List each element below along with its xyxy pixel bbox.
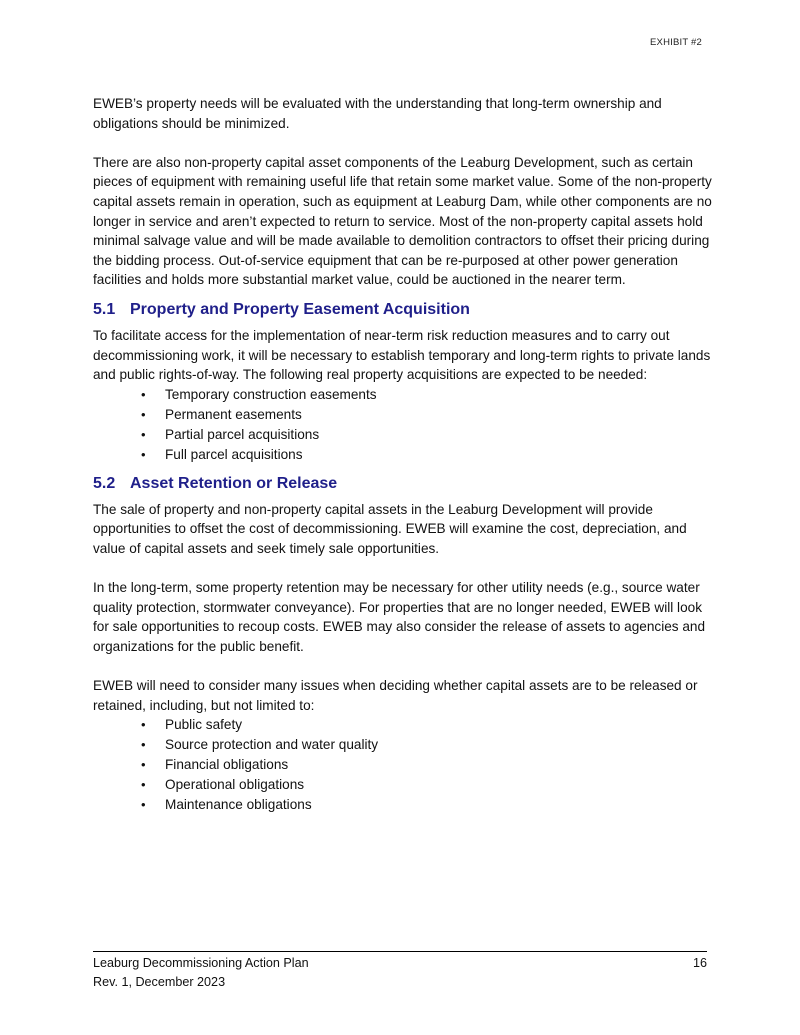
- section-title: Property and Property Easement Acquisition: [130, 300, 470, 318]
- section-5-2-paragraph-1: The sale of property and non-property capital assets in the Leaburg Development will provide opportunities to offset the cost of decommissioning. EWEB will examine the cost, depreciation, and value of capital assets and seek timely sale opportunities.: [93, 501, 687, 556]
- page-number: 16: [692, 956, 707, 970]
- section-number: 5.1: [93, 300, 116, 318]
- bullet-icon: •: [141, 717, 146, 733]
- bullet-icon: •: [141, 777, 146, 793]
- section-number: 5.2: [93, 474, 116, 492]
- page-footer: [93, 954, 707, 992]
- bullet-icon: •: [141, 737, 146, 753]
- section-heading-5-2: [93, 474, 713, 494]
- considerations-list: [93, 715, 713, 815]
- exhibit-label: EXHIBIT #2: [650, 37, 702, 48]
- section-5-2-paragraph-3: EWEB will need to consider many issues when deciding whether capital assets are to be released or retained, including, but not limited to:: [93, 678, 698, 713]
- bullet-icon: •: [141, 757, 146, 773]
- list-item: • Operational obligations: [93, 775, 713, 795]
- page-body: [93, 94, 713, 815]
- list-item: • Partial parcel acquisitions: [93, 425, 713, 445]
- bullet-icon: •: [141, 797, 146, 813]
- intro-paragraph-1: EWEB’s property needs will be evaluated with the understanding that long-term ownership and obligations should be minimized.: [93, 96, 662, 131]
- list-item: • Full parcel acquisitions: [93, 445, 713, 465]
- footer-revision: Rev. 1, December 2023: [93, 975, 226, 989]
- intro-paragraph-2: There are also non-property capital asset components of the Leaburg Development, such as certain pieces of equipment with remaining useful life that retain some market value. Some of the non-property capital assets remain in operation, such as equipment at Leaburg Dam, while other components are no longer in service and aren’t expected to return to service. Most of the non-property capital assets hold minimal salvage value and will be made available to demolition contractors to offset their pricing during the bidding process. Out-of-service equipment that can be re-purposed at other power generation facilities and holds more substantial market value, could be auctioned in the nearer term.: [93, 154, 712, 288]
- bullet-icon: •: [141, 386, 146, 402]
- bullet-icon: •: [141, 426, 146, 442]
- acquisitions-list: [93, 385, 713, 465]
- section-5-1-paragraph: To facilitate access for the implementation of near-term risk reduction measures and to carry out decommissioning work, it will be necessary to establish temporary and long-term rights to private lands and public rights-of-way. The following real property acquisitions are expected to be needed:: [93, 327, 711, 383]
- footer-document-title: Leaburg Decommissioning Action Plan: [93, 956, 309, 970]
- list-item: • Permanent easements: [93, 405, 713, 425]
- list-item: • Public safety: [93, 715, 713, 735]
- section-heading-5-1: [93, 300, 713, 320]
- list-item: • Maintenance obligations: [93, 795, 713, 815]
- bullet-icon: •: [141, 446, 146, 462]
- footer-divider: [93, 951, 707, 952]
- bullet-icon: •: [141, 406, 146, 422]
- list-item: • Source protection and water quality: [93, 735, 713, 755]
- list-item: • Temporary construction easements: [93, 385, 713, 405]
- list-item: • Financial obligations: [93, 755, 713, 775]
- section-title: Asset Retention or Release: [130, 474, 338, 492]
- section-5-2-paragraph-2: In the long-term, some property retention may be necessary for other utility needs (e.g., source water quality protection, stormwater conveyance). For properties that are no longer needed, EWEB will look for sale opportunities to recoup costs. EWEB may also consider the release of assets to agencies and organizations for the public benefit.: [93, 580, 706, 654]
